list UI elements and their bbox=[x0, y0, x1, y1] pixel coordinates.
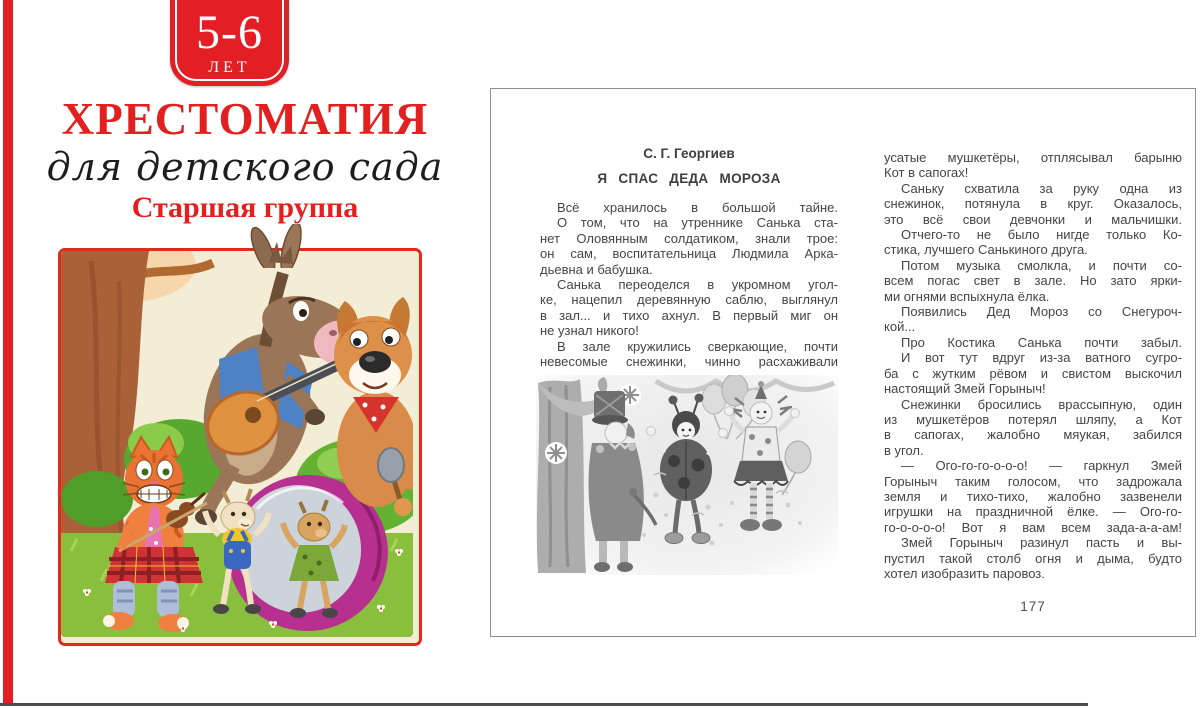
age-badge-label: ЛЕТ bbox=[208, 59, 251, 76]
story-line: в сапогах, жалобно мяукая, забился bbox=[884, 427, 1182, 443]
story-line: ми огнями вспыхнула ёлка. bbox=[884, 288, 1050, 304]
story-column-left bbox=[540, 146, 838, 580]
story-line: ба с жутким рёвом и свистом выскочил bbox=[884, 365, 1182, 381]
story-line: ке, нацепил деревянную саблю, выглянул bbox=[540, 292, 838, 308]
cover-subtitle: для детского сада bbox=[46, 145, 444, 189]
story-line: настоящий Змей Горыныч! bbox=[884, 381, 1046, 397]
story-line: невесомые снежинки, чинно расхаживали bbox=[540, 354, 838, 370]
cover-edition: Старшая группа bbox=[131, 191, 359, 224]
story-line: Снежинки бросились врассыпную, один bbox=[901, 396, 1182, 412]
story-line: Кот в сапогах! bbox=[884, 165, 969, 181]
age-badge bbox=[170, 0, 289, 86]
story-line: в зал... и тихо ахнул. В первый миг он bbox=[540, 307, 838, 323]
story-line: это всё свои девчонки и мальчишки. bbox=[884, 211, 1182, 227]
snowflake-icon bbox=[545, 442, 567, 464]
cover-illustration-drawing bbox=[61, 251, 413, 637]
donkey-ears-icon bbox=[211, 224, 341, 268]
story-line: Появились Дед Мороз со Снегуроч- bbox=[901, 304, 1182, 320]
story-line: И вот тут вдруг из-за ватного сугро- bbox=[901, 350, 1182, 366]
story-line: Всё хранилось в большой тайне. bbox=[557, 200, 838, 215]
story-line: Змей Горыныч разинул пасть и вы- bbox=[901, 535, 1182, 551]
story-line: Горыныч таким голосом, что задрожала bbox=[884, 473, 1182, 489]
story-line: дьевна и бабушка. bbox=[540, 261, 653, 277]
story-line: усатые мушкетёры, отплясывал барыню bbox=[884, 150, 1182, 165]
story-line: не узнал никого! bbox=[540, 323, 639, 339]
story-column-right bbox=[884, 150, 1182, 581]
story-line: В зале кружились сверкающие, почти bbox=[557, 338, 838, 354]
story-line: игрушки на праздничной ёлке. — Ого-го- bbox=[884, 504, 1182, 520]
story-line: — Ого-го-го-о-о-о! — гаркнул Змей bbox=[901, 458, 1182, 474]
story-line: пустил такой столб огня и дыма, будто bbox=[884, 550, 1182, 566]
story-line: земля и тихо-тихо, жалобно зазвенели bbox=[884, 488, 1182, 504]
story-line: Про Костика Санька почти забыл. bbox=[901, 334, 1182, 350]
cover-illustration-frame bbox=[58, 248, 422, 646]
story-line: хотел изобразить паровоз. bbox=[884, 565, 1045, 581]
story-illustration-drawing bbox=[536, 375, 838, 575]
story-line: всем погас свет в зале. Но зато ярки- bbox=[884, 273, 1182, 289]
story-line: Санька переоделся в укромном угол- bbox=[557, 277, 838, 293]
age-badge-value: 5-6 bbox=[196, 6, 263, 59]
story-line: кой... bbox=[884, 319, 916, 335]
story-text-right bbox=[884, 150, 1182, 581]
story-line: Потом музыка смолкла, и почти со- bbox=[901, 257, 1182, 273]
story-title: Я СПАС ДЕДА МОРОЗА bbox=[597, 171, 781, 186]
story-line: О том, что на утреннике Санька ста- bbox=[557, 215, 838, 231]
story-line: Отчего-то не было нигде только Ко- bbox=[901, 227, 1182, 243]
story-line: он сам, воспитательница Людмила Арка- bbox=[540, 246, 838, 262]
book-page bbox=[490, 88, 1196, 637]
story-text-left bbox=[540, 200, 838, 369]
story-author: С. Г. Георгиев bbox=[643, 146, 735, 161]
story-line: в угол. bbox=[884, 442, 924, 458]
cover-title: ХРЕСТОМАТИЯ bbox=[61, 94, 429, 144]
story-line: Саньку схватила за руку одна из bbox=[901, 180, 1182, 196]
story-line: го-о-о-о-о! Вот я вам всем зада-а-а-ам! bbox=[884, 519, 1182, 535]
story-line: снежинок, потянула в круг. Оказалось, bbox=[884, 196, 1182, 212]
photo-bottom-edge-line bbox=[0, 703, 1088, 706]
page-number: 177 bbox=[1020, 599, 1046, 614]
story-line: стика, лучшего Санькиного друга. bbox=[884, 242, 1088, 258]
story-line: из мушкетёров потерял шляпу, а Кот bbox=[884, 411, 1182, 427]
story-line: нет Оловянным солдатиком, знали трое: bbox=[540, 230, 838, 246]
